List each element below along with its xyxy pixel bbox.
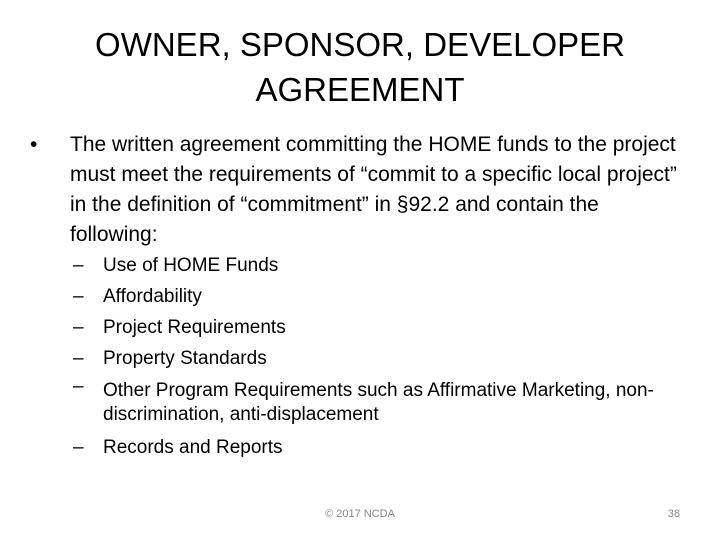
bullet-marker: • <box>30 133 38 156</box>
dash-marker: – <box>73 376 84 397</box>
list-item <box>73 433 663 463</box>
main-bullet <box>30 130 685 250</box>
dash-marker: – <box>73 317 84 338</box>
list-item-text: Property Standards <box>103 348 267 369</box>
list-item <box>73 375 663 427</box>
slide-title <box>40 22 680 112</box>
bullet-text: The written agreement committing the HOME funds to the project must meet the requirements of “commit to a specific local project” in the definition of “commitment” in §92.2 and contain the following: <box>70 133 677 246</box>
page-number: 38 <box>667 508 680 520</box>
list-item <box>73 251 663 281</box>
list-item-text: Records and Reports <box>103 437 283 458</box>
list-item-text: Use of HOME Funds <box>103 255 279 276</box>
dash-marker: – <box>73 437 84 458</box>
dash-marker: – <box>73 255 84 276</box>
requirements-list <box>73 251 663 464</box>
dash-marker: – <box>73 348 84 369</box>
list-item <box>73 313 663 343</box>
list-item <box>73 282 663 312</box>
dash-marker: – <box>73 286 84 307</box>
list-item-text: Project Requirements <box>103 317 286 338</box>
list-item-text: Other Program Requirements such as Affirmative Marketing, non-discrimination, anti-displacement <box>103 380 654 425</box>
list-item <box>73 344 663 374</box>
list-item-text: Affordability <box>103 286 202 307</box>
slide-title-line-2: AGREEMENT <box>255 71 465 108</box>
slide-title-line-1: OWNER, SPONSOR, DEVELOPER <box>95 26 625 63</box>
footer-copyright: © 2017 NCDA <box>325 508 395 520</box>
